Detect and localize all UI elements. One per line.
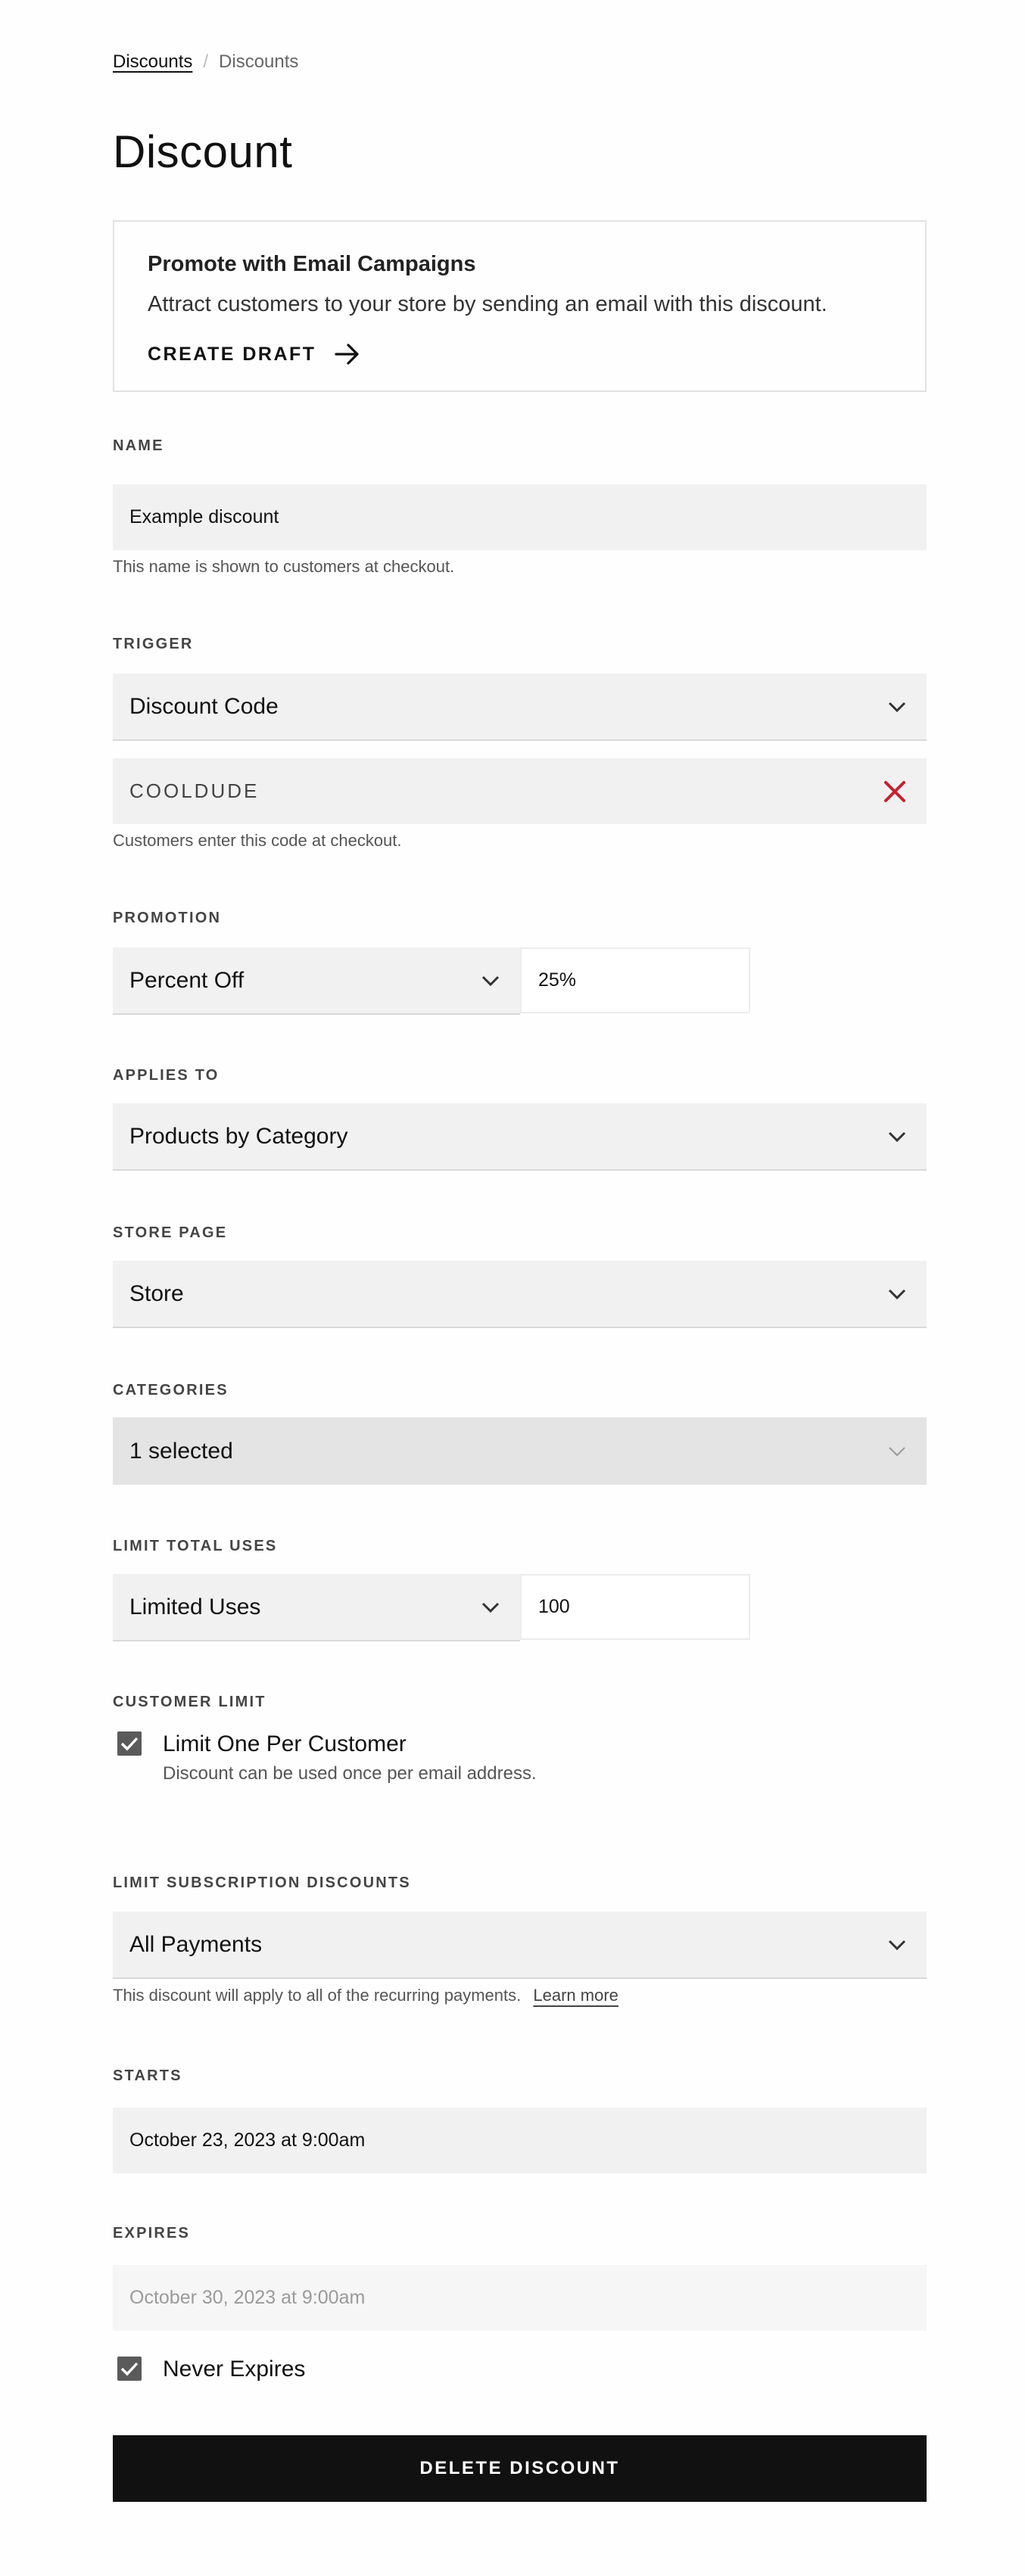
chevron-down-icon [887, 1130, 907, 1143]
limit-one-per-customer-label: Limit One Per Customer [163, 1731, 407, 1756]
expires-label: EXPIRES [113, 2225, 191, 2242]
promo-title: Promote with Email Campaigns [148, 252, 476, 276]
discount-code-value: COOLDUDE [129, 779, 260, 802]
breadcrumb-discounts-link[interactable]: Discounts [113, 51, 193, 72]
store-page-select[interactable] [113, 1261, 927, 1328]
expiry-date-value: October 30, 2023 at 9:00am [129, 2287, 366, 2308]
limit-uses-value: Limited Uses [129, 1594, 261, 1619]
create-draft-label: CREATE DRAFT [148, 343, 316, 365]
chevron-down-icon [887, 1445, 907, 1458]
breadcrumb-separator: / [203, 51, 209, 72]
max-uses-input[interactable] [520, 1574, 750, 1640]
subscription-help-text [113, 1986, 618, 2005]
limit-total-uses-label: LIMIT TOTAL USES [113, 1538, 278, 1554]
delete-discount-button[interactable]: DELETE DISCOUNT [113, 2435, 927, 2502]
subscription-payments-select[interactable] [113, 1912, 927, 1979]
trigger-selected-value: Discount Code [129, 693, 279, 719]
learn-more-link[interactable]: Learn more [533, 1986, 618, 2005]
categories-select[interactable] [113, 1417, 927, 1485]
discount-code-input[interactable] [113, 758, 927, 824]
start-date-value: October 23, 2023 at 9:00am [129, 2130, 366, 2151]
subscription-payments-value: All Payments [129, 1931, 263, 1957]
max-uses-value: 100 [538, 1596, 570, 1617]
promotion-amount-value: 25% [538, 969, 577, 991]
categories-value: 1 selected [129, 1438, 233, 1464]
start-date-input[interactable] [113, 2108, 927, 2173]
categories-label: CATEGORIES [113, 1382, 229, 1398]
limit-subscription-label: LIMIT SUBSCRIPTION DISCOUNTS [113, 1874, 411, 1891]
create-draft-button[interactable] [148, 343, 360, 366]
trigger-select[interactable] [113, 674, 927, 741]
chevron-down-icon [887, 1938, 907, 1952]
chevron-down-icon [887, 1287, 907, 1301]
breadcrumb-current: Discounts [219, 51, 299, 72]
name-help-text: This name is shown to customers at checkout. [113, 557, 455, 576]
chevron-down-icon [481, 974, 500, 988]
subscription-help-message: This discount will apply to all of the recurring payments. [113, 1986, 522, 2005]
expiry-date-input [113, 2265, 927, 2331]
starts-label: STARTS [113, 2067, 182, 2084]
promo-description: Attract customers to your store by sending an email with this discount. [148, 292, 827, 316]
arrow-right-icon [335, 343, 360, 366]
clear-code-icon[interactable] [883, 779, 907, 804]
chevron-down-icon [887, 700, 907, 714]
never-expires-row [117, 2357, 305, 2382]
checkmark-icon [120, 2361, 139, 2376]
limit-uses-select[interactable] [113, 1574, 520, 1641]
promotion-amount-input[interactable] [520, 947, 750, 1013]
page-title: Discount [113, 126, 293, 177]
store-page-value: Store [129, 1280, 184, 1306]
chevron-down-icon [481, 1601, 500, 1614]
limit-one-per-customer-row [117, 1731, 537, 1784]
name-input-value: Example discount [129, 506, 279, 527]
customer-limit-label: CUSTOMER LIMIT [113, 1694, 266, 1710]
promotion-type-select[interactable] [113, 947, 520, 1015]
store-page-label: STORE PAGE [113, 1224, 228, 1241]
email-campaign-promo-card [113, 220, 927, 392]
name-label: NAME [113, 437, 164, 454]
applies-to-value: Products by Category [129, 1123, 348, 1149]
trigger-label: TRIGGER [113, 636, 194, 652]
limit-one-per-customer-checkbox[interactable] [117, 1731, 142, 1756]
never-expires-checkbox[interactable] [117, 2357, 142, 2381]
applies-to-label: APPLIES TO [113, 1067, 220, 1084]
customer-limit-description: Discount can be used once per email address. [163, 1763, 537, 1784]
promotion-type-value: Percent Off [129, 967, 245, 993]
applies-to-select[interactable] [113, 1103, 927, 1171]
breadcrumb [113, 51, 298, 73]
promotion-label: PROMOTION [113, 910, 222, 926]
trigger-help-text: Customers enter this code at checkout. [113, 831, 402, 850]
checkmark-icon [120, 1736, 139, 1751]
never-expires-label: Never Expires [163, 2357, 306, 2382]
name-input[interactable] [113, 484, 927, 550]
